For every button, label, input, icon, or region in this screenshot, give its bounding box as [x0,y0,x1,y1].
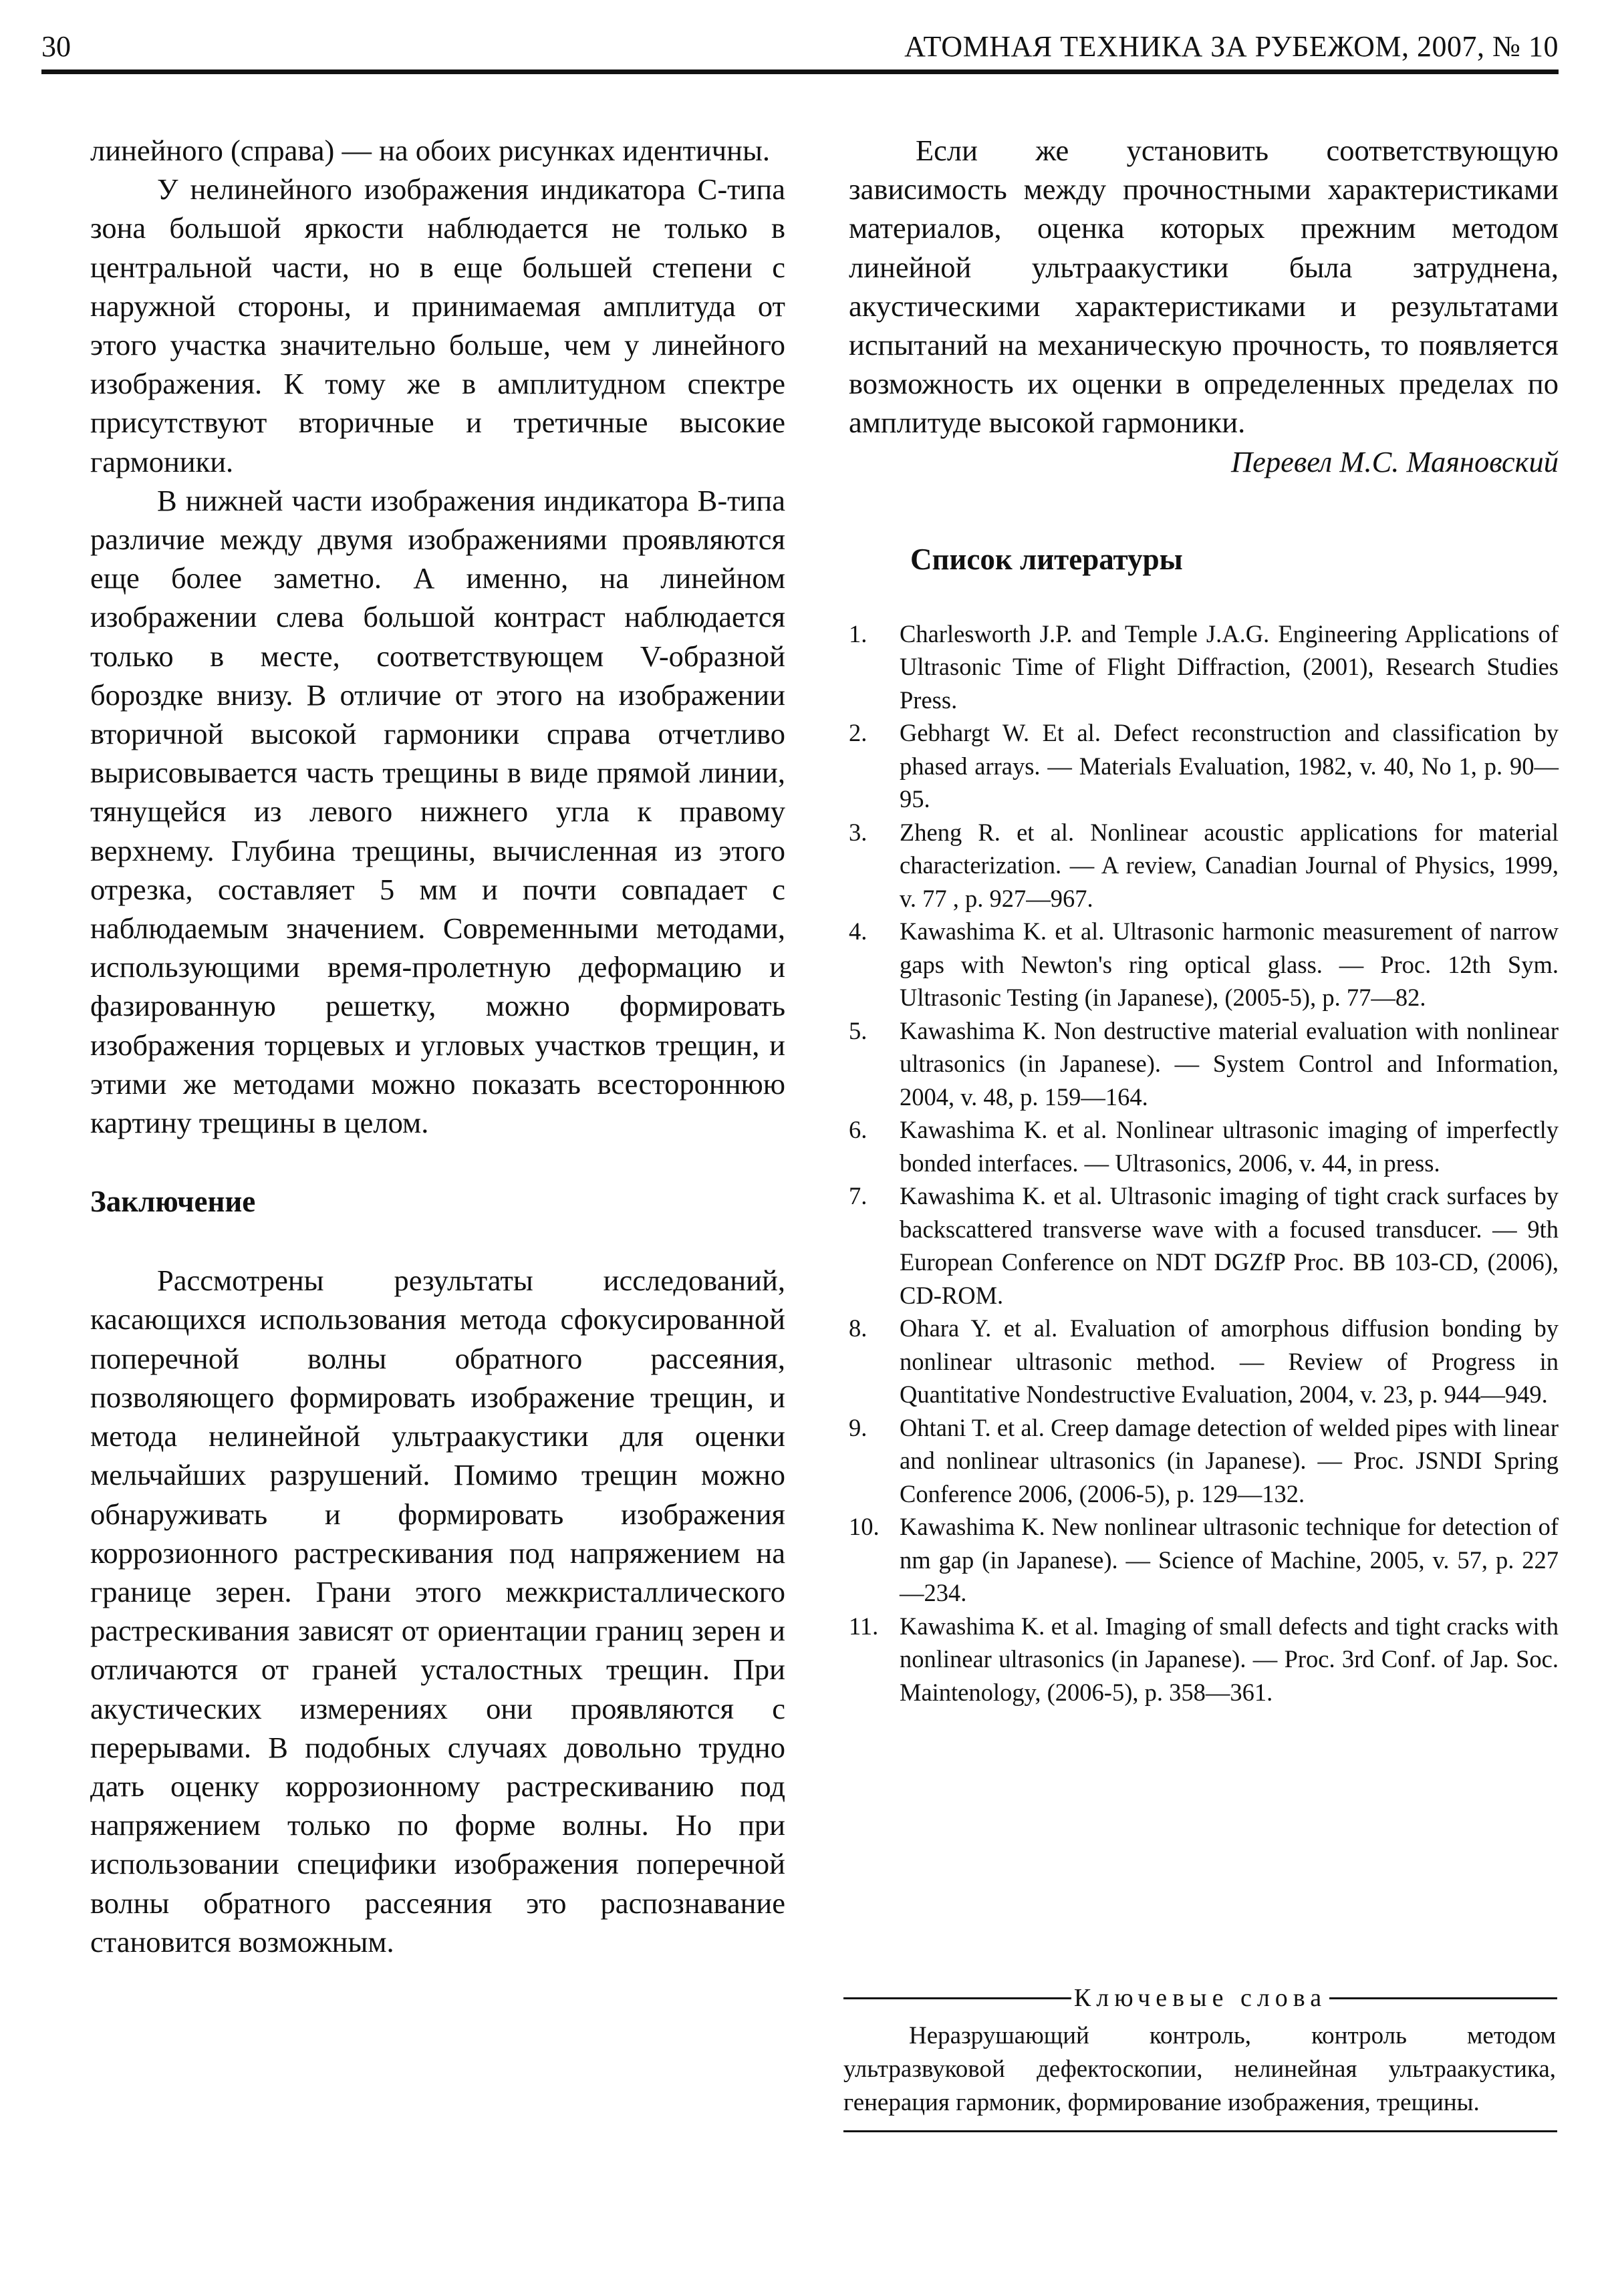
keywords-heading-label: Ключевые слова [1073,1984,1327,2012]
header-rule [41,69,1559,74]
page-number: 30 [41,30,71,63]
body-paragraph: Если же установить соответствующую зависимость между прочностными характеристиками материалов, оценка которых прежним методом линейной ультраакустики была затруднена, акустическими характеристиками и результатами испытаний на механическую прочность, то появляется возможность их оценки в определенных пределах по амплитуде высокой гармоники. [849,134,1559,440]
reference-item: 3. Zheng R. et al. Nonlinear acoustic applications for material characterization. — A review, Canadian Journal of Physics, 1999, v. 77 , p. 927—967. [849,818,1559,912]
reference-item: 1. Charlesworth J.P. and Temple J.A.G. Engineering Applications of Ultrasonic Time of Flight Diffraction, (2001), Research Studies Press. [849,619,1559,714]
reference-item: 7. Kawashima K. et al. Ultrasonic imaging of tight crack surfaces by backscattered transverse wave with a focused transducer. — 9th European Conference on NDT DGZfP Proc. BB 103-CD, (2006), CD-ROM. [849,1182,1559,1309]
keywords-text: Неразрушающий контроль, контроль методом ультразвуковой дефектоскопии, нелинейная ультраакустика, генерация гармоник, формирование изображения, трещины. [843,2022,1556,2116]
keywords-rule-right [1329,1997,1557,1999]
translator-signature: Перевел М.С. Маяновский [1231,444,1559,478]
reference-item: 11. Kawashima K. et al. Imaging of small defects and tight cracks with nonlinear ultrasonics (in Japanese). — Proc. 3rd Conf. of Jap. Soc. Maintenology, (2006-5), p. 358—361. [849,1612,1559,1706]
reference-item: 5. Kawashima K. Non destructive material evaluation with nonlinear ultrasonics (in Japanese). — System Control and Information, 2004, v. 48, p. 159—164. [849,1016,1559,1111]
reference-item: 6. Kawashima K. et al. Nonlinear ultrasonic imaging of imperfectly bonded interfaces. — Ultrasonics, 2006, v. 44, in press. [849,1116,1559,1177]
reference-item: 10. Kawashima K. New nonlinear ultrasonic technique for detection of nm gap (in Japanese). — Science of Machine, 2005, v. 57, p. 227—234. [849,1513,1559,1607]
right-column [849,131,1559,1709]
journal-title: АТОМНАЯ ТЕХНИКА ЗА РУБЕЖОМ, 2007, № 10 [904,30,1559,63]
body-paragraph: В нижней части изображения индикатора В-типа различие между двумя изображениями проявляются еще более заметно. А именно, на линейном изображении слева большой контраст наблюдается только в месте, соответствующем V-образной бороздке внизу. В отличие от этого на изображении вторичной высокой гармоники справа отчетливо вырисовывается часть трещины в виде прямой линии, тянущейся из левого нижнего угла к правому верхнему. Глубина трещины, вычисленная из этого отрезка, составляет 5 мм и почти совпадает с наблюдаемым значением. Современными методами, использующими время-пролетную деформацию и фазированную решетку, можно формировать изображения торцевых и угловых участков трещин, и этими же методами можно показать всестороннюю картину трещины в целом. [90,483,785,1140]
reference-item: 4. Kawashima K. et al. Ultrasonic harmonic measurement of narrow gaps with Newton's ring optical glass. — Proc. 12th Sym. Ultrasonic Testing (in Japanese), (2005-5), p. 77—82. [849,917,1559,1012]
reference-item: 2. Gebhargt W. Et al. Defect reconstruction and classification by phased arrays. — Materials Evaluation, 1982, v. 40, No 1, p. 90—95. [849,719,1559,813]
body-paragraph: линейного (справа) — на обоих рисунках идентичны. [90,134,771,167]
keywords-heading [843,1983,1557,2013]
references-heading: Список литературы [910,542,1183,576]
body-paragraph: У нелинейного изображения индикатора С-типа зона большой яркости наблюдается не только в центральной части, но в еще большей степени с наружной стороны, и принимаемая амплитуда от этого участка значительно больше, чем у линейного изображения. К тому же в амплитудном спектре присутствуют вторичные и третичные высокие гармоники. [90,172,785,478]
reference-item: 8. Ohara Y. et al. Evaluation of amorphous diffusion bonding by nonlinear ultrasonic method. — Review of Progress in Quantitative Nondestructive Evaluation, 2004, v. 23, p. 944—949. [849,1314,1559,1409]
references-list [849,617,1559,1709]
reference-item: 9. Ohtani T. et al. Creep damage detection of welded pipes with linear and nonlinear ultrasonics (in Japanese). — Proc. JSNDI Spring Conference 2006, (2006-5), p. 129—132. [849,1413,1559,1508]
keywords-rule-left [843,1997,1071,1999]
conclusion-heading: Заключение [90,1185,256,1219]
keywords-bottom-rule [843,2130,1557,2132]
conclusion-paragraph: Рассмотрены результаты исследований, касающихся использования метода сфокусированной поперечной волны обратного рассеяния, позволяющего формировать изображение трещин, и метода нелинейной ультраакустики для оценки мельчайших разрушений. Помимо трещин можно обнаруживать и формировать изображения коррозионного растрескивания под напряжением на границе зерен. Грани этого межкристаллического растрескивания зависят от ориентации границ зерен и отличаются от граней усталостных трещин. При акустических измерениях они проявляются с перерывами. В подобных случаях довольно трудно дать оценку коррозионному растрескиванию под напряжением только по форме волны. Но при использовании специфики изображения поперечной волны обратного рассеяния это распознавание становится возможным. [90,1264,785,1959]
left-column [90,131,785,1961]
